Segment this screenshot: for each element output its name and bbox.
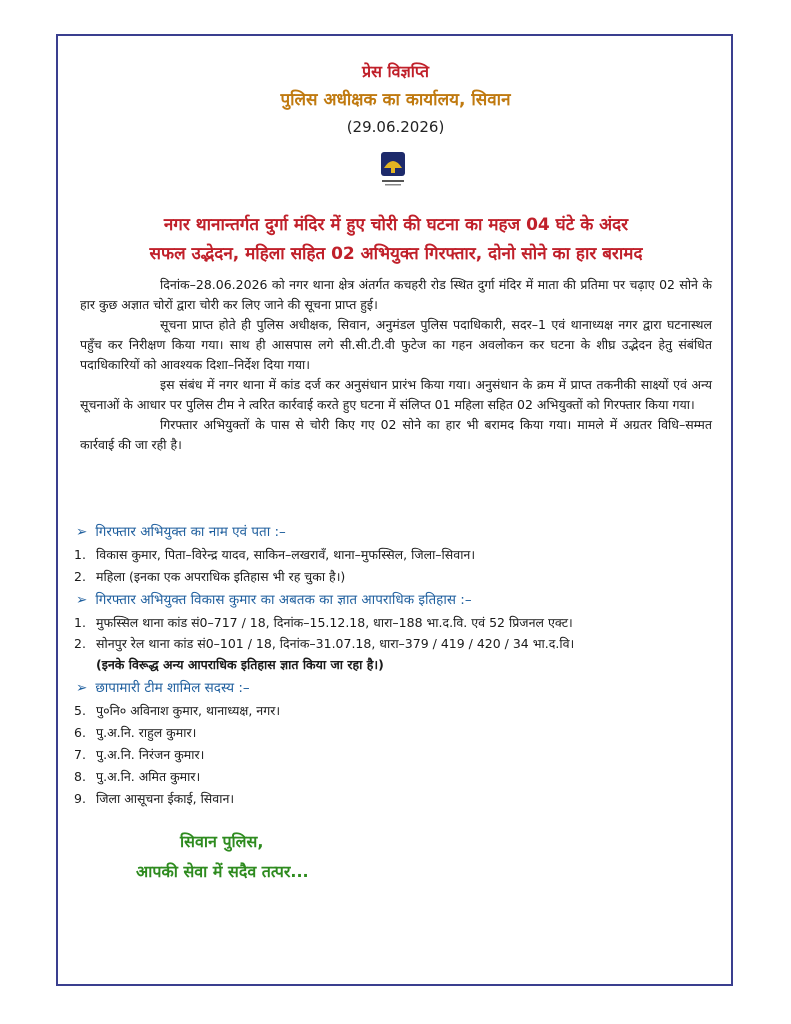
- paragraph-response: सूचना प्राप्त होते ही पुलिस अधीक्षक, सिवान, अनुमंडल पुलिस पदाधिकारी, सदर–1 एवं थानाध्यक्ष नगर द्वारा घटनास्थल पहुँच कर निरीक्षण किया गया। साथ ही आसपास लगे सी.सी.टी.वी फुटेज का गहन अवलोकन कर घटना के शीघ्र उद्भेदन हेतु संबंधित पदाधिकारियों को आवश्यक दिशा–निर्देश दिया गया।: [80, 317, 712, 372]
- headline-line-1: नगर थानान्तर्गत दुर्गा मंदिर में हुए चोरी की घटना का महज 04 घंटे के अंदर: [163, 215, 629, 235]
- item-number: 7.: [74, 747, 86, 762]
- item-text: मुफस्सिल थाना कांड सं0–717 / 18, दिनांक–15.12.18, धारा–188 भा.द.वि. एवं 52 प्रिजनल एक्ट।: [96, 615, 573, 630]
- headline-line-2: सफल उद्भेदन, महिला सहित 02 अभियुक्त गिरफ्तार, दोनो सोने का हार बरामद: [149, 244, 643, 264]
- item-number: 6.: [74, 725, 86, 740]
- item-text: सोनपुर रेल थाना कांड सं0–101 / 18, दिनांक–31.07.18, धारा–379 / 419 / 420 / 34 भा.द.वि।: [96, 636, 575, 651]
- list-item: [74, 790, 234, 807]
- section-history-heading: [76, 590, 472, 608]
- body-text: [80, 275, 712, 455]
- paragraph-recovery: गिरफ्तार अभियुक्तों के पास से चोरी किए गए 02 सोने का हार भी बरामद किया गया। मामले में अग्रतर विधि–सम्मत कार्रवाई की जा रही है।: [80, 417, 712, 452]
- list-item: [74, 702, 280, 719]
- item-text: पु.अ.नि. अमित कुमार।: [96, 769, 201, 784]
- history-note: (इनके विरूद्ध अन्य आपराधिक इतिहास ज्ञात किया जा रहा है।): [96, 657, 384, 672]
- arrow-bullet-icon: ➢: [76, 680, 88, 696]
- section-heading-text: गिरफ्तार अभियुक्त का नाम एवं पता :–: [95, 524, 286, 540]
- paragraph-investigation: इस संबंध में नगर थाना में कांड दर्ज कर अनुसंधान प्रारंभ किया गया। अनुसंधान के क्रम में प्राप्त तकनीकी साक्ष्यों एवं अन्य सूचनाओं के आधार पर पुलिस टीम ने त्वरित कार्रवाई करते हुए घटना में संलिप्त 01 महिला सहित 02 अभियुक्तों को गिरफ्तार किया गया।: [80, 377, 712, 412]
- paragraph-incident: दिनांक–28.06.2026 को नगर थाना क्षेत्र अंतर्गत कचहरी रोड स्थित दुर्गा मंदिर में माता की प्रतिमा पर चढ़ाए 02 सोने के हार कुछ अज्ञात चोरों द्वारा चोरी कर लिए जाने की सूचना प्राप्त हुई।: [80, 277, 712, 312]
- section-heading-text: गिरफ्तार अभियुक्त विकास कुमार का अबतक का ज्ञात आपराधिक इतिहास :–: [95, 592, 472, 608]
- item-number: 1.: [74, 547, 86, 562]
- list-item: [74, 768, 200, 785]
- item-text: विकास कुमार, पिता–विरेन्द्र यादव, साकिन–लखरावँ, थाना–मुफस्सिल, जिला–सिवान।: [96, 547, 476, 562]
- item-number: 1.: [74, 615, 86, 630]
- item-text: पु.अ.नि. राहुल कुमार।: [96, 725, 197, 740]
- section-heading-text: छापामारी टीम शामिल सदस्य :–: [95, 680, 250, 696]
- list-item: [74, 546, 475, 563]
- release-date: (29.06.2026): [346, 118, 445, 136]
- item-text: पु.अ.नि. निरंजन कुमार।: [96, 747, 205, 762]
- signature-line-1: सिवान पुलिस,: [180, 832, 264, 851]
- item-number: 2.: [74, 636, 86, 651]
- police-emblem-icon: [378, 150, 408, 188]
- signature-line-2: आपकी सेवा में सदैव तत्पर...: [136, 862, 309, 881]
- list-item: [74, 614, 573, 631]
- item-text: जिला आसूचना ईकाई, सिवान।: [96, 791, 235, 806]
- list-item: [74, 724, 196, 741]
- press-release-title: प्रेस विज्ञप्ति: [362, 62, 429, 81]
- list-item: [74, 635, 574, 652]
- item-number: 5.: [74, 703, 86, 718]
- office-name: पुलिस अधीक्षक का कार्यालय, सिवान: [280, 90, 511, 110]
- item-number: 2.: [74, 569, 86, 584]
- arrow-bullet-icon: ➢: [76, 524, 88, 540]
- item-text: महिला (इनका एक अपराधिक इतिहास भी रह चुका है।): [96, 569, 346, 584]
- list-item: [74, 746, 204, 763]
- arrow-bullet-icon: ➢: [76, 592, 88, 608]
- item-number: 8.: [74, 769, 86, 784]
- section-arrested-heading: [76, 522, 286, 540]
- item-text: पु०नि० अविनाश कुमार, थानाध्यक्ष, नगर।: [96, 703, 281, 718]
- item-number: 9.: [74, 791, 86, 806]
- section-team-heading: [76, 678, 250, 696]
- list-item: [74, 568, 345, 585]
